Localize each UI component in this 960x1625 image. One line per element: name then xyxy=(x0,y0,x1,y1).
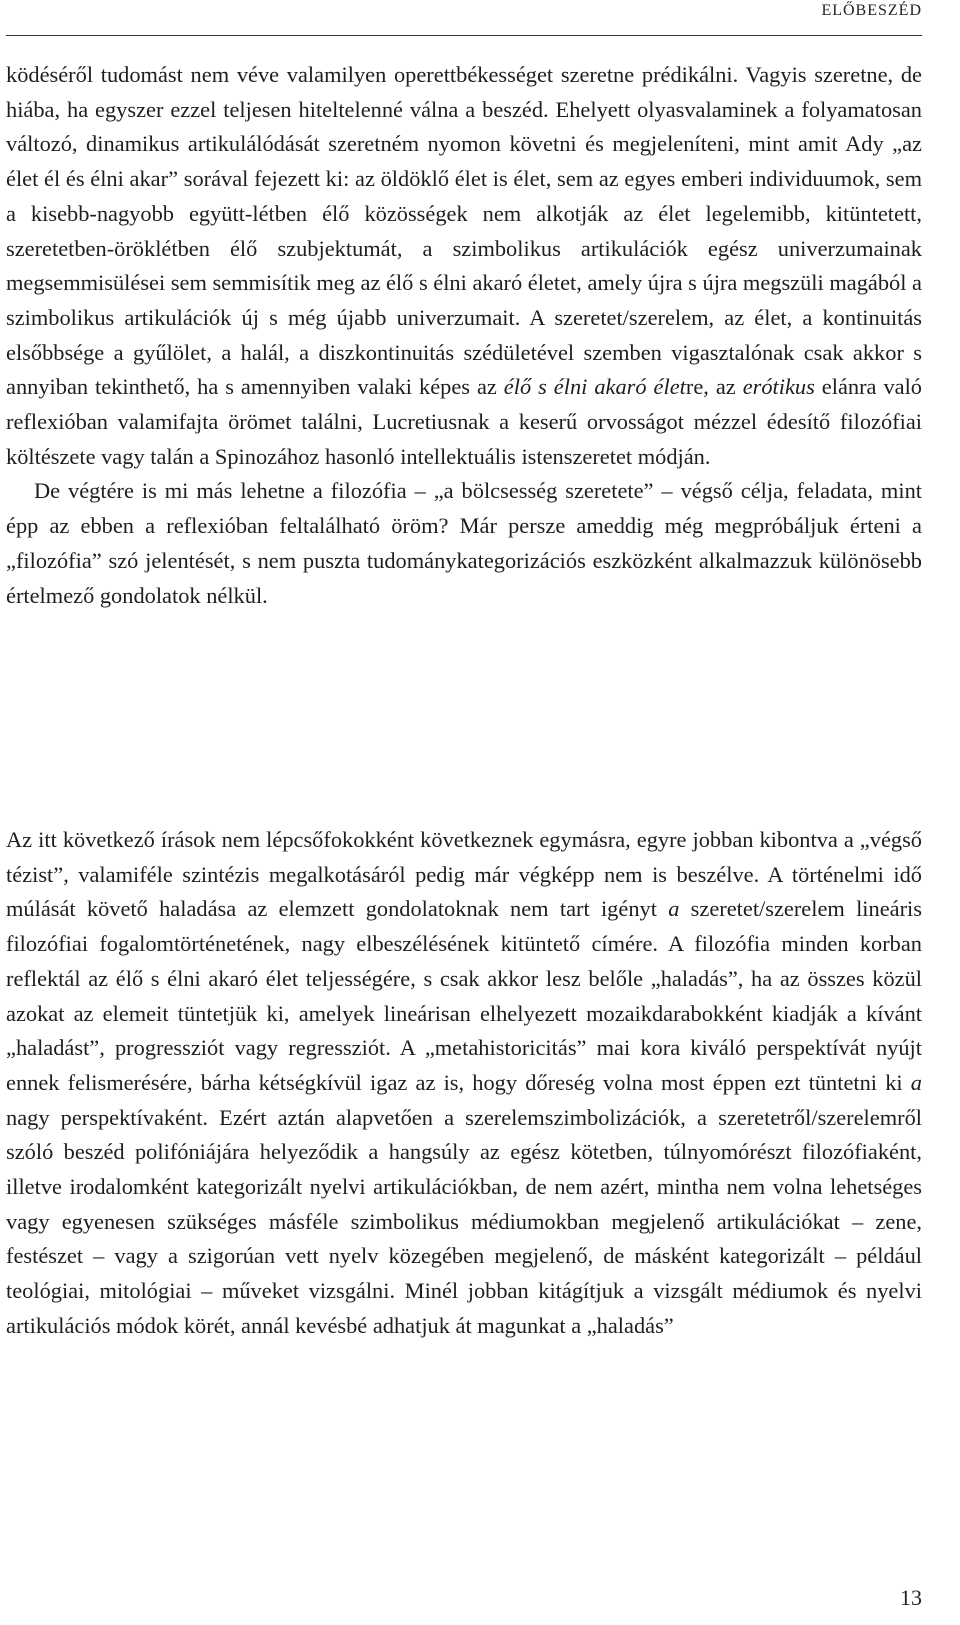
paragraph xyxy=(6,823,922,1344)
text-run: Az itt következő írások nem lépcsőfokokként következnek egymásra, egyre jobban kibontva a „végső tézist”, valamiféle szintézis megalkotásáról pedig már végképp nem is beszélve. A történelmi idő múlását követő haladása az elemzett gondolatoknak nem tart igényt xyxy=(6,827,922,922)
text-run: szeretet/szerelem lineáris filozófiai fogalomtörténetének, nagy elbeszélésének kitüntető címére. A filozófia minden korban reflektál az élő s élni akaró élet teljességére, s csak akkor lesz belőle „haladás”, ha az összes közül azokat az elemeit tüntetjük ki, amelyek lineárisan elhelyezett mozaikdarabokként kiadják a kívánt „haladást”, progressziót vagy regressziót. A „metahistoricitás” mai kora kiváló perspektívát nyújt ennek felismerésére, bárha kétségkívül igaz az is, hogy dőreség volna most éppen ezt tüntetni ki xyxy=(6,896,922,1095)
paragraph xyxy=(6,58,922,474)
page-number: 13 xyxy=(900,1585,922,1610)
running-header: ELŐBESZÉD xyxy=(821,2,922,19)
italic-text-run: erótikus xyxy=(742,374,815,400)
paragraph xyxy=(6,474,922,613)
italic-text-run: a xyxy=(910,1069,922,1095)
text-run: ködéséről tudomást nem véve valamilyen operettbékességet szeretne prédikálni. Vagyis szeretne, de hiába, ha egyszer ezzel teljesen hiteltelenné válna a beszéd. Ehelyett olyasvalaminek a folyamatosan változó, dinamikus artikulálódását szeretném nyomon követni és megjeleníteni, mint amit Ady „az élet él és élni akar” sorával fejezett ki: az öldöklő élet is élet, sem az egyes emberi individuumok, sem a kisebb-nagyobb együtt-létben élő közösségek nem alkotják az élet legelemibb, kitüntetett, szeretetben-öröklétben élő szubjektumát, a szimbolikus artikulációk egész univerzumainak megsemmisülései sem semmisítik meg az élő s élni akaró életet, amely újra s újra megszüli magából a szimbolikus artikulációk új s még újabb univerzumait. A szeretet/szerelem, az élet, a kontinuitás elsőbbsége a gyűlölet, a halál, a diszkontinuitás szédületével szemben vigasztalónak csak akkor s annyiban tekinthető, ha s amennyiben valaki képes az xyxy=(6,62,922,400)
text-block-lower xyxy=(6,823,922,1344)
italic-text-run: a xyxy=(668,896,680,922)
text-run: nagy perspektívaként. Ezért aztán alapvetően a szerelemszimbolizációk, a szeretetről/szerelemről szóló beszéd polifóniájára helyeződik a hangsúly az egész kötetben, túlnyomórészt filozófiaként, illetve irodalomként kategorizált nyelvi artikulációkban, de nem azért, mintha nem volna lehetséges vagy egyenesen szükséges másféle szimbolikus médiumokban megjelenő artikulációkat – zene, festészet – vagy a szigorúan vett nyelv közegében megjelenő, de másként kategorizált – például teológiai, mitológiai – műveket vizsgálni. Minél jobban kitágítjuk a vizsgált médiumok és nyelvi artikulációs módok körét, annál kevésbé adhatjuk át magunkat a „haladás” xyxy=(6,1104,922,1338)
text-block-upper xyxy=(6,58,922,613)
text-run: elánra való reflexióban valamifajta örömet találni, Lucretiusnak a keserű orvosságot mézzel édesítő filozófiai költészete vagy talán a Spinozához hasonló intellektuális istenszeretet módján. xyxy=(6,374,922,469)
header-rule xyxy=(6,35,922,36)
text-run: De végtére is mi más lehetne a filozófia – „a bölcsesség szeretete” – végső célja, feladata, mint épp az ebben a reflexióban feltalálható öröm? Már persze ameddig még megpróbáljuk érteni a „filozófia” szó jelentését, s nem puszta tudománykategorizációs eszközként alkalmazzuk különösebb értelmező gondolatok nélkül. xyxy=(6,478,922,608)
text-run: re, az xyxy=(685,374,743,400)
italic-text-run: élő s élni akaró élet xyxy=(503,374,686,400)
